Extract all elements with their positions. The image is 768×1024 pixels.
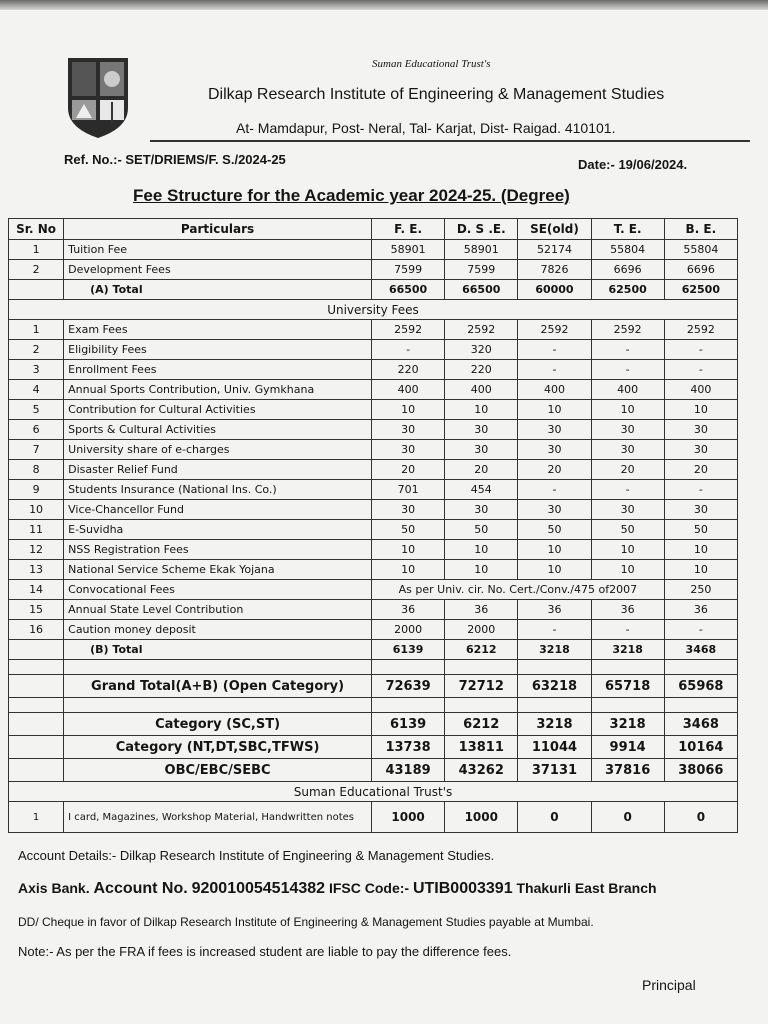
table-row — [9, 360, 738, 380]
fee-value-cell: - — [518, 480, 591, 500]
fee-value-cell: 20 — [664, 460, 737, 480]
bank-name: Axis Bank. — [18, 880, 90, 896]
fee-value-cell: 20 — [445, 460, 518, 480]
fee-value-cell: 454 — [445, 480, 518, 500]
particulars-cell: (A) Total — [64, 280, 372, 300]
fee-value-cell: 62500 — [591, 280, 664, 300]
particulars-cell: OBC/EBC/SEBC — [64, 759, 372, 782]
fee-value-cell: 30 — [591, 420, 664, 440]
fee-value-cell: - — [664, 620, 737, 640]
fee-value-cell: 1000 — [445, 802, 518, 833]
blank-row — [9, 660, 738, 675]
fee-value-cell: 58901 — [371, 240, 444, 260]
fee-value-cell: 30 — [371, 440, 444, 460]
fee-value-cell: 10 — [371, 540, 444, 560]
table-row — [9, 320, 738, 340]
fee-value-cell: 20 — [371, 460, 444, 480]
document-title: Fee Structure for the Academic year 2024-25. (Degree) — [133, 186, 570, 205]
fee-value-cell: 30 — [371, 420, 444, 440]
fee-value-cell: 10 — [371, 560, 444, 580]
table-row — [9, 460, 738, 480]
particulars-cell: Convocational Fees — [64, 580, 372, 600]
table-row — [9, 420, 738, 440]
particulars-cell: Students Insurance (National Ins. Co.) — [64, 480, 372, 500]
particulars-cell: Disaster Relief Fund — [64, 460, 372, 480]
particulars-cell: University share of e-charges — [64, 440, 372, 460]
fee-value-cell: 2592 — [518, 320, 591, 340]
fee-value-cell: 10 — [445, 400, 518, 420]
fee-value-cell: 58901 — [445, 240, 518, 260]
particulars-cell: NSS Registration Fees — [64, 540, 372, 560]
fee-value-cell: 10 — [518, 400, 591, 420]
fee-value-cell: 36 — [664, 600, 737, 620]
fee-value-cell: - — [591, 620, 664, 640]
fee-value-cell: 400 — [518, 380, 591, 400]
fee-value-cell: - — [371, 340, 444, 360]
particulars-cell: Annual Sports Contribution, Univ. Gymkhana — [64, 380, 372, 400]
fee-value-cell: 50 — [591, 520, 664, 540]
fee-value-cell: 10 — [371, 400, 444, 420]
table-row — [9, 802, 738, 833]
fee-value-cell: 220 — [445, 360, 518, 380]
fee-value-cell: 30 — [445, 420, 518, 440]
fee-value-cell: 6139 — [371, 713, 444, 736]
fee-value-cell: 7599 — [445, 260, 518, 280]
sr-no-cell — [9, 640, 64, 660]
total-row — [9, 280, 738, 300]
sr-no-cell: 9 — [9, 480, 64, 500]
fee-value-cell: 10 — [445, 540, 518, 560]
fee-value-cell: 10 — [591, 560, 664, 580]
empty-cell — [518, 698, 591, 713]
sr-no-cell — [9, 675, 64, 698]
fee-value-cell: 55804 — [591, 240, 664, 260]
fee-value-cell: 37816 — [591, 759, 664, 782]
fee-value-cell: 30 — [664, 440, 737, 460]
sr-no-cell: 15 — [9, 600, 64, 620]
fee-value-cell: 10164 — [664, 736, 737, 759]
table-row — [9, 580, 738, 600]
merged-note-cell: As per Univ. cir. No. Cert./Conv./475 of2007 — [371, 580, 664, 600]
sr-no-cell: 8 — [9, 460, 64, 480]
fee-value-cell: 7599 — [371, 260, 444, 280]
fee-value-cell: 43189 — [371, 759, 444, 782]
sr-no-cell: 1 — [9, 240, 64, 260]
section-header-row — [9, 782, 738, 802]
fee-value-cell: 65968 — [664, 675, 737, 698]
column-header: T. E. — [591, 219, 664, 240]
column-header: Sr. No — [9, 219, 64, 240]
fee-value-cell: 3468 — [664, 713, 737, 736]
ifsc-label: IFSC Code:- — [328, 880, 410, 896]
fee-value-cell: 13738 — [371, 736, 444, 759]
total-row — [9, 736, 738, 759]
particulars-cell: Vice-Chancellor Fund — [64, 500, 372, 520]
fee-value-cell: 50 — [518, 520, 591, 540]
fee-value-cell: - — [518, 340, 591, 360]
fra-note: Note:- As per the FRA if fees is increased student are liable to pay the difference fees. — [18, 944, 512, 959]
table-row — [9, 400, 738, 420]
fee-value-cell: 2592 — [371, 320, 444, 340]
fee-value-cell: - — [664, 340, 737, 360]
particulars-cell: Category (SC,ST) — [64, 713, 372, 736]
fee-value-cell: 400 — [664, 380, 737, 400]
table-row — [9, 260, 738, 280]
fee-value-cell: 0 — [518, 802, 591, 833]
fee-value-cell: 6696 — [664, 260, 737, 280]
fee-value-cell: 43262 — [445, 759, 518, 782]
fee-value-cell: 2592 — [591, 320, 664, 340]
fee-value-cell: 50 — [664, 520, 737, 540]
table-row — [9, 600, 738, 620]
fee-value-cell: 72712 — [445, 675, 518, 698]
fee-value-cell: 20 — [518, 460, 591, 480]
total-row — [9, 675, 738, 698]
particulars-cell: Development Fees — [64, 260, 372, 280]
institute-logo-shield-icon — [66, 56, 130, 140]
empty-cell — [664, 660, 737, 675]
fee-value-cell: 10 — [664, 560, 737, 580]
table-row — [9, 380, 738, 400]
institute-name: Dilkap Research Institute of Engineering & Management Studies — [208, 86, 665, 103]
fee-value-cell: 6696 — [591, 260, 664, 280]
particulars-cell: Sports & Cultural Activities — [64, 420, 372, 440]
particulars-cell: Enrollment Fees — [64, 360, 372, 380]
fee-value-cell: 50 — [445, 520, 518, 540]
fee-value-cell: 36 — [518, 600, 591, 620]
empty-cell — [445, 660, 518, 675]
institute-address: At- Mamdapur, Post- Neral, Tal- Karjat, Dist- Raigad. 410101. — [236, 120, 616, 136]
fee-value-cell: 65718 — [591, 675, 664, 698]
section-title: University Fees — [9, 300, 738, 320]
fee-value-cell: 30 — [445, 500, 518, 520]
fee-value-cell: 10 — [591, 400, 664, 420]
fee-value-cell: 400 — [591, 380, 664, 400]
photo-edge — [0, 0, 768, 10]
fee-value-cell: 3218 — [591, 640, 664, 660]
fee-value-cell: 10 — [518, 540, 591, 560]
fee-value-cell: 7826 — [518, 260, 591, 280]
particulars-cell: Annual State Level Contribution — [64, 600, 372, 620]
fee-value-cell: 701 — [371, 480, 444, 500]
table-row — [9, 540, 738, 560]
particulars-cell: Tuition Fee — [64, 240, 372, 260]
reference-number: Ref. No.:- SET/DRIEMS/F. S./2024-25 — [64, 152, 286, 167]
fee-value-cell: 10 — [518, 560, 591, 580]
ifsc-code: UTIB0003391 — [412, 880, 513, 897]
fee-value-cell: 400 — [445, 380, 518, 400]
empty-cell — [64, 660, 372, 675]
fee-value-cell: 10 — [664, 400, 737, 420]
total-row — [9, 640, 738, 660]
fee-value-cell: 3468 — [664, 640, 737, 660]
sr-no-cell: 4 — [9, 380, 64, 400]
fee-value-cell: 30 — [591, 500, 664, 520]
fee-value-cell: - — [591, 480, 664, 500]
table-row — [9, 520, 738, 540]
fee-value-cell: 60000 — [518, 280, 591, 300]
bank-details — [18, 880, 657, 898]
table-row — [9, 480, 738, 500]
table-row — [9, 340, 738, 360]
fee-value-cell: 30 — [518, 420, 591, 440]
fee-value-cell: 30 — [518, 440, 591, 460]
sr-no-cell: 5 — [9, 400, 64, 420]
fee-value-cell: 30 — [445, 440, 518, 460]
header-divider — [150, 140, 750, 142]
sr-no-cell — [9, 280, 64, 300]
column-header: F. E. — [371, 219, 444, 240]
fee-value-cell: 36 — [445, 600, 518, 620]
fee-value-cell: 30 — [591, 440, 664, 460]
fee-value-cell: 6139 — [371, 640, 444, 660]
fee-value-cell: 13811 — [445, 736, 518, 759]
fee-structure-table — [8, 218, 738, 833]
signatory: Principal — [642, 977, 696, 993]
total-row — [9, 713, 738, 736]
fee-value-cell: 9914 — [591, 736, 664, 759]
column-header: Particulars — [64, 219, 372, 240]
fee-value-cell: 2592 — [445, 320, 518, 340]
table-header-row — [9, 219, 738, 240]
blank-row — [9, 698, 738, 713]
sr-no-cell: 7 — [9, 440, 64, 460]
fee-value-cell: 10 — [445, 560, 518, 580]
fee-value-cell: 52174 — [518, 240, 591, 260]
fee-value-cell: 3218 — [591, 713, 664, 736]
empty-cell — [9, 660, 64, 675]
particulars-cell: Contribution for Cultural Activities — [64, 400, 372, 420]
fee-value-cell: 37131 — [518, 759, 591, 782]
sr-no-cell: 12 — [9, 540, 64, 560]
fee-value-cell: 3218 — [518, 713, 591, 736]
fee-value-cell: 55804 — [664, 240, 737, 260]
total-row — [9, 759, 738, 782]
fee-value-cell: 63218 — [518, 675, 591, 698]
fee-value-cell: 36 — [591, 600, 664, 620]
section-header-row — [9, 300, 738, 320]
particulars-cell: (B) Total — [64, 640, 372, 660]
fee-value-cell: 66500 — [445, 280, 518, 300]
sr-no-cell: 14 — [9, 580, 64, 600]
particulars-cell: Caution money deposit — [64, 620, 372, 640]
document-date: Date:- 19/06/2024. — [578, 157, 688, 172]
fee-value-cell: 2000 — [445, 620, 518, 640]
particulars-cell: Eligibility Fees — [64, 340, 372, 360]
fee-value-cell: 66500 — [371, 280, 444, 300]
empty-cell — [371, 660, 444, 675]
sr-no-cell: 10 — [9, 500, 64, 520]
fee-value-cell: - — [518, 360, 591, 380]
account-number: 920010054514382 — [191, 880, 326, 897]
empty-cell — [9, 698, 64, 713]
fee-value-cell: 50 — [371, 520, 444, 540]
column-header: D. S .E. — [445, 219, 518, 240]
fee-value-cell: 2592 — [664, 320, 737, 340]
table-row — [9, 240, 738, 260]
sr-no-cell: 3 — [9, 360, 64, 380]
sr-no-cell — [9, 713, 64, 736]
fee-value-cell: 220 — [371, 360, 444, 380]
fee-value-cell: 6212 — [445, 640, 518, 660]
column-header: SE(old) — [518, 219, 591, 240]
empty-cell — [591, 660, 664, 675]
fee-value-cell: 38066 — [664, 759, 737, 782]
particulars-cell: Grand Total(A+B) (Open Category) — [64, 675, 372, 698]
fee-value-cell: 30 — [518, 500, 591, 520]
fee-value-cell: 3218 — [518, 640, 591, 660]
particulars-cell: Category (NT,DT,SBC,TFWS) — [64, 736, 372, 759]
table-row — [9, 560, 738, 580]
fee-value-cell: 400 — [371, 380, 444, 400]
table-row — [9, 620, 738, 640]
particulars-cell: E-Suvidha — [64, 520, 372, 540]
sr-no-cell: 2 — [9, 260, 64, 280]
column-header: B. E. — [664, 219, 737, 240]
particulars-cell: National Service Scheme Ekak Yojana — [64, 560, 372, 580]
sr-no-cell: 13 — [9, 560, 64, 580]
table-row — [9, 440, 738, 460]
sr-no-cell: 2 — [9, 340, 64, 360]
fee-value-cell: - — [591, 340, 664, 360]
fee-value-cell: 10 — [591, 540, 664, 560]
dd-cheque-note: DD/ Cheque in favor of Dilkap Research Institute of Engineering & Management Studies payable at Mumbai. — [18, 915, 594, 929]
section-title: Suman Educational Trust's — [9, 782, 738, 802]
fee-value-cell: 2000 — [371, 620, 444, 640]
account-label: Account No. — [93, 880, 188, 897]
fee-value-cell: 11044 — [518, 736, 591, 759]
empty-cell — [445, 698, 518, 713]
fee-value-cell: 72639 — [371, 675, 444, 698]
table-body — [9, 240, 738, 833]
trust-name: Suman Educational Trust's — [372, 58, 491, 70]
fee-value-cell: 20 — [591, 460, 664, 480]
sr-no-cell — [9, 759, 64, 782]
sr-no-cell: 6 — [9, 420, 64, 440]
fee-value-cell: 0 — [664, 802, 737, 833]
fee-value-cell: 250 — [664, 580, 737, 600]
sr-no-cell: 16 — [9, 620, 64, 640]
particulars-cell: Exam Fees — [64, 320, 372, 340]
branch-name: Thakurli East Branch — [516, 880, 657, 896]
sr-no-cell — [9, 736, 64, 759]
empty-cell — [664, 698, 737, 713]
fee-value-cell: 62500 — [664, 280, 737, 300]
fee-value-cell: 0 — [591, 802, 664, 833]
particulars-cell: I card, Magazines, Workshop Material, Handwritten notes — [64, 802, 372, 833]
empty-cell — [371, 698, 444, 713]
sr-no-cell: 1 — [9, 802, 64, 833]
account-details: Account Details:- Dilkap Research Institute of Engineering & Management Studies. — [18, 848, 495, 863]
fee-value-cell: 30 — [664, 420, 737, 440]
sr-no-cell: 1 — [9, 320, 64, 340]
fee-value-cell: - — [664, 480, 737, 500]
fee-value-cell: 30 — [371, 500, 444, 520]
empty-cell — [518, 660, 591, 675]
fee-value-cell: 1000 — [371, 802, 444, 833]
empty-cell — [64, 698, 372, 713]
fee-value-cell: 10 — [664, 540, 737, 560]
fee-value-cell: 30 — [664, 500, 737, 520]
fee-value-cell: 36 — [371, 600, 444, 620]
table-row — [9, 500, 738, 520]
sr-no-cell: 11 — [9, 520, 64, 540]
fee-value-cell: - — [591, 360, 664, 380]
fee-value-cell: 6212 — [445, 713, 518, 736]
empty-cell — [591, 698, 664, 713]
fee-value-cell: 320 — [445, 340, 518, 360]
fee-value-cell: - — [518, 620, 591, 640]
fee-value-cell: - — [664, 360, 737, 380]
